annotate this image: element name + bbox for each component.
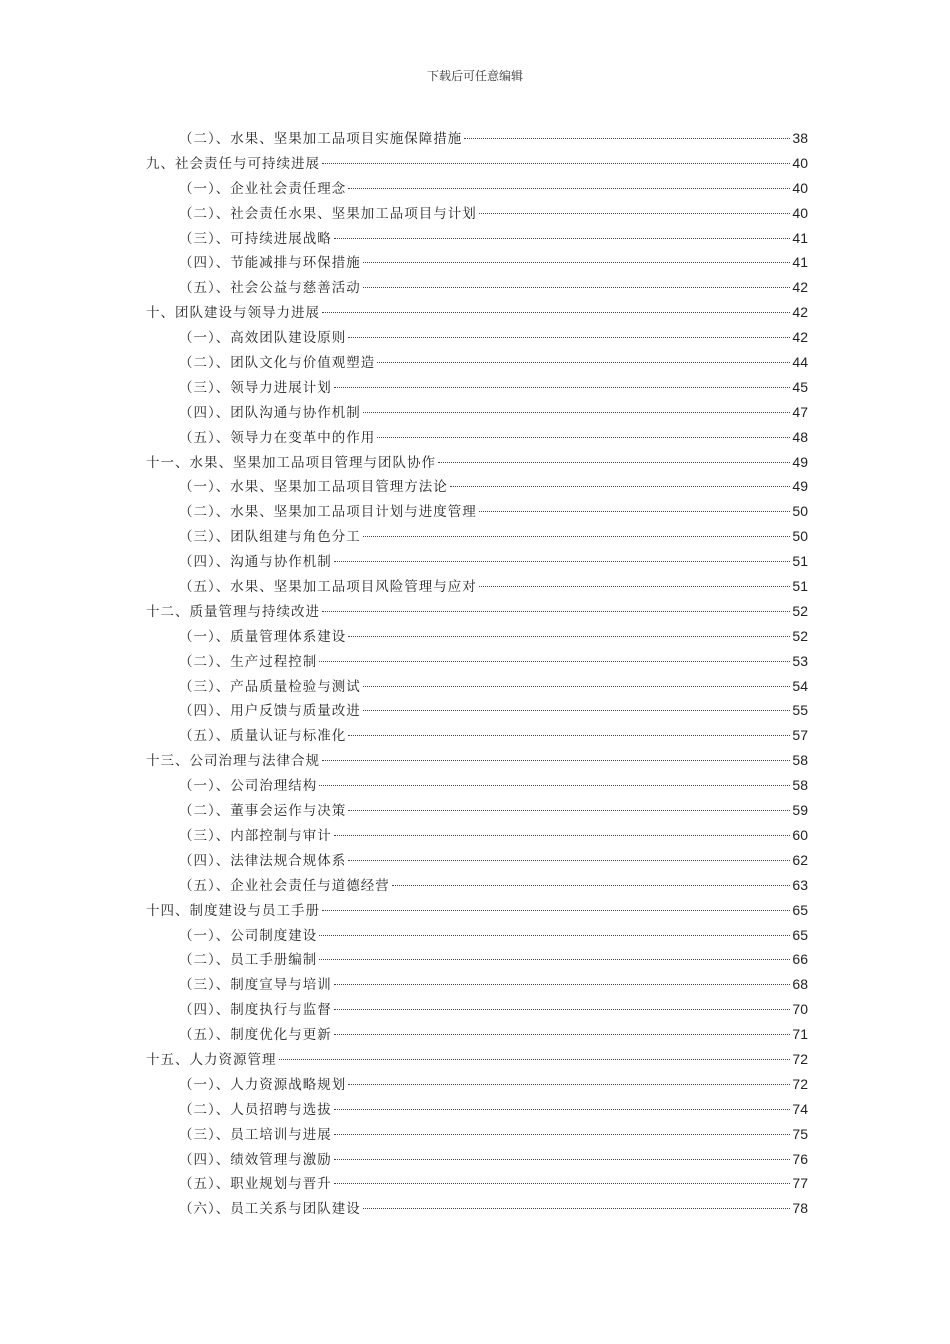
toc-dot-leader (334, 387, 791, 388)
toc-page-number: 42 (792, 329, 808, 346)
toc-section-entry[interactable] (146, 325, 808, 350)
toc-page-number: 49 (792, 453, 808, 470)
toc-page-number: 72 (792, 1075, 808, 1092)
toc-dot-leader (348, 860, 790, 861)
toc-entry-title: （一）、人力资源战略规划 (179, 1076, 347, 1093)
toc-entry-title: （三）、领导力进展计划 (179, 379, 332, 396)
toc-section-entry[interactable] (146, 375, 808, 400)
toc-section-entry[interactable] (146, 1022, 808, 1047)
toc-chapter-entry[interactable] (146, 599, 808, 624)
toc-chapter-entry[interactable] (146, 748, 808, 773)
toc-page-number: 51 (792, 553, 808, 570)
toc-chapter-entry[interactable] (146, 151, 808, 176)
toc-page-number: 47 (792, 403, 808, 420)
toc-dot-leader (377, 362, 790, 363)
toc-dot-leader (322, 163, 790, 164)
toc-page-number: 63 (792, 876, 808, 893)
toc-entry-title: （一）、公司治理结构 (179, 778, 318, 795)
toc-entry-title: （五）、领导力在变革中的作用 (179, 429, 376, 446)
toc-entry-title: （三）、可持续进展战略 (179, 230, 332, 247)
toc-section-entry[interactable] (146, 1147, 808, 1172)
toc-page-number: 38 (792, 130, 808, 146)
toc-page-number: 62 (792, 851, 808, 868)
toc-section-entry[interactable] (146, 425, 808, 450)
toc-entry-title: （五）、制度优化与更新 (179, 1027, 332, 1044)
toc-page-number: 65 (792, 901, 808, 918)
toc-dot-leader (348, 735, 790, 736)
toc-entry-title: （三）、团队组建与角色分工 (179, 529, 361, 546)
toc-page-number: 60 (792, 826, 808, 843)
toc-entry-title: （六）、员工关系与团队建设 (179, 1201, 361, 1218)
toc-dot-leader (363, 1208, 791, 1209)
toc-entry-title: （二）、水果、坚果加工品项目实施保障措施 (179, 131, 463, 147)
page-header: 下载后可任意编辑 (426, 69, 523, 83)
toc-page-number: 53 (792, 652, 808, 669)
toc-dot-leader (363, 287, 791, 288)
toc-dot-leader (348, 810, 790, 811)
toc-page-number: 75 (792, 1125, 808, 1142)
toc-dot-leader (479, 213, 791, 214)
toc-section-entry[interactable] (146, 176, 808, 201)
toc-entry-title: （一）、质量管理体系建设 (179, 628, 347, 645)
toc-page-number: 58 (792, 752, 808, 769)
toc-section-entry[interactable] (146, 549, 808, 574)
toc-dot-leader (319, 959, 790, 960)
toc-entry-title: （二）、水果、坚果加工品项目计划与进度管理 (179, 504, 477, 521)
toc-entry-title: （三）、员工培训与进展 (179, 1126, 332, 1143)
toc-page-number: 65 (792, 926, 808, 943)
toc-entry-title: （四）、制度执行与监督 (179, 1002, 332, 1019)
toc-page-number: 70 (792, 1001, 808, 1018)
toc-entry-title: （二）、员工手册编制 (179, 952, 318, 969)
toc-section-entry[interactable] (146, 350, 808, 375)
table-of-contents (146, 126, 808, 1221)
toc-page-number: 41 (792, 254, 808, 271)
toc-page-number: 78 (792, 1200, 808, 1217)
toc-page-number: 59 (792, 802, 808, 819)
toc-dot-leader (334, 1009, 791, 1010)
toc-page-number: 76 (792, 1150, 808, 1167)
toc-dot-leader (322, 760, 790, 761)
toc-section-entry[interactable] (146, 226, 808, 251)
toc-section-entry[interactable] (146, 923, 808, 948)
toc-entry-title: （二）、社会责任水果、坚果加工品项目与计划 (179, 205, 477, 222)
toc-section-entry[interactable] (146, 947, 808, 972)
toc-page-number: 74 (792, 1100, 808, 1117)
toc-dot-leader (334, 238, 791, 239)
toc-entry-title: （五）、企业社会责任与道德经营 (179, 877, 390, 894)
toc-entry-title: （五）、职业规划与晋升 (179, 1176, 332, 1193)
toc-dot-leader (319, 935, 790, 936)
toc-dot-leader (348, 1084, 790, 1085)
toc-dot-leader (479, 511, 791, 512)
toc-page-number: 54 (792, 677, 808, 694)
toc-section-entry[interactable] (146, 524, 808, 549)
toc-entry-title: （二）、团队文化与价值观塑造 (179, 355, 376, 372)
toc-section-entry[interactable] (146, 275, 808, 300)
toc-section-entry[interactable] (146, 1196, 808, 1221)
toc-entry-title: （四）、用户反馈与质量改进 (179, 703, 361, 720)
toc-section-entry[interactable] (146, 126, 808, 151)
toc-entry-title: （二）、董事会运作与决策 (179, 803, 347, 820)
toc-page-number: 51 (792, 578, 808, 595)
toc-section-entry[interactable] (146, 574, 808, 599)
toc-page-number: 49 (792, 478, 808, 495)
toc-entry-title: 十五、人力资源管理 (146, 1051, 277, 1068)
toc-dot-leader (334, 835, 791, 836)
toc-section-entry[interactable] (146, 624, 808, 649)
toc-dot-leader (279, 1059, 791, 1060)
toc-chapter-entry[interactable] (146, 1047, 808, 1072)
toc-section-entry[interactable] (146, 848, 808, 873)
toc-section-entry[interactable] (146, 1122, 808, 1147)
toc-entry-title: 九、社会责任与可持续进展 (146, 155, 320, 172)
toc-section-entry[interactable] (146, 201, 808, 226)
toc-page-number: 52 (792, 627, 808, 644)
toc-chapter-entry[interactable] (146, 300, 808, 325)
toc-dot-leader (392, 885, 791, 886)
toc-entry-title: 十、团队建设与领导力进展 (146, 305, 320, 322)
toc-dot-leader (334, 1134, 791, 1135)
toc-dot-leader (348, 188, 790, 189)
toc-section-entry[interactable] (146, 972, 808, 997)
toc-entry-title: （四）、节能减排与环保措施 (179, 255, 361, 272)
toc-dot-leader (450, 486, 791, 487)
toc-dot-leader (479, 586, 791, 587)
toc-dot-leader (363, 412, 791, 413)
toc-entry-title: （三）、内部控制与审计 (179, 827, 332, 844)
toc-dot-leader (377, 437, 790, 438)
toc-entry-title: 十四、制度建设与员工手册 (146, 902, 320, 919)
toc-entry-title: （五）、质量认证与标准化 (179, 728, 347, 745)
toc-section-entry[interactable] (146, 674, 808, 699)
toc-page-number: 57 (792, 727, 808, 744)
toc-section-entry[interactable] (146, 997, 808, 1022)
toc-entry-title: 十二、质量管理与持续改进 (146, 603, 320, 620)
toc-section-entry[interactable] (146, 1072, 808, 1097)
toc-dot-leader (363, 536, 791, 537)
toc-entry-title: （一）、企业社会责任理念 (179, 180, 347, 197)
toc-dot-leader (334, 1183, 791, 1184)
toc-section-entry[interactable] (146, 698, 808, 723)
toc-dot-leader (348, 337, 790, 338)
toc-dot-leader (322, 312, 790, 313)
toc-dot-leader (334, 1109, 791, 1110)
toc-page-number: 48 (792, 428, 808, 445)
toc-section-entry[interactable] (146, 400, 808, 425)
toc-entry-title: （一）、公司制度建设 (179, 927, 318, 944)
toc-entry-title: （四）、沟通与协作机制 (179, 554, 332, 571)
toc-entry-title: （五）、社会公益与慈善活动 (179, 280, 361, 297)
toc-dot-leader (334, 1159, 791, 1160)
toc-section-entry[interactable] (146, 250, 808, 275)
toc-page-number: 50 (792, 528, 808, 545)
toc-dot-leader (334, 561, 791, 562)
toc-page-number: 42 (792, 279, 808, 296)
toc-chapter-entry[interactable] (146, 450, 808, 475)
toc-page-number: 71 (792, 1026, 808, 1043)
toc-entry-title: （四）、绩效管理与激励 (179, 1151, 332, 1168)
toc-page-number: 50 (792, 503, 808, 520)
toc-page-number: 40 (792, 204, 808, 221)
toc-page-number: 40 (792, 179, 808, 196)
toc-entry-title: 十三、公司治理与法律合规 (146, 753, 320, 770)
toc-dot-leader (322, 611, 790, 612)
toc-dot-leader (334, 1034, 791, 1035)
toc-page-number: 52 (792, 602, 808, 619)
toc-dot-leader (348, 636, 790, 637)
toc-page-number: 58 (792, 777, 808, 794)
toc-entry-title: 十一、水果、坚果加工品项目管理与团队协作 (146, 454, 436, 471)
toc-dot-leader (319, 785, 790, 786)
toc-page-number: 44 (792, 354, 808, 371)
toc-page-number: 72 (792, 1050, 808, 1067)
toc-page-number: 77 (792, 1175, 808, 1192)
toc-section-entry[interactable] (146, 1097, 808, 1122)
toc-dot-leader (319, 661, 790, 662)
toc-entry-title: （三）、产品质量检验与测试 (179, 678, 361, 695)
toc-entry-title: （五）、水果、坚果加工品项目风险管理与应对 (179, 579, 477, 596)
toc-entry-title: （一）、水果、坚果加工品项目管理方法论 (179, 479, 448, 496)
toc-section-entry[interactable] (146, 723, 808, 748)
toc-section-entry[interactable] (146, 873, 808, 898)
toc-section-entry[interactable] (146, 649, 808, 674)
toc-section-entry[interactable] (146, 499, 808, 524)
toc-page-number: 45 (792, 378, 808, 395)
toc-dot-leader (322, 910, 790, 911)
toc-page-number: 42 (792, 304, 808, 321)
toc-entry-title: （二）、人员招聘与选拔 (179, 1101, 332, 1118)
toc-dot-leader (464, 138, 790, 139)
toc-chapter-entry[interactable] (146, 898, 808, 923)
toc-section-entry[interactable] (146, 823, 808, 848)
toc-entry-title: （二）、生产过程控制 (179, 653, 318, 670)
toc-page-number: 55 (792, 702, 808, 719)
toc-section-entry[interactable] (146, 1171, 808, 1196)
toc-dot-leader (438, 462, 790, 463)
toc-section-entry[interactable] (146, 773, 808, 798)
toc-entry-title: （四）、法律法规合规体系 (179, 852, 347, 869)
toc-section-entry[interactable] (146, 798, 808, 823)
toc-dot-leader (363, 710, 791, 711)
toc-page-number: 41 (792, 229, 808, 246)
toc-section-entry[interactable] (146, 474, 808, 499)
toc-entry-title: （三）、制度宣导与培训 (179, 977, 332, 994)
toc-dot-leader (363, 262, 791, 263)
toc-page-number: 40 (792, 154, 808, 171)
toc-page-number: 68 (792, 976, 808, 993)
toc-entry-title: （四）、团队沟通与协作机制 (179, 404, 361, 421)
toc-entry-title: （一）、高效团队建设原则 (179, 330, 347, 347)
toc-page-number: 66 (792, 951, 808, 968)
toc-dot-leader (363, 686, 791, 687)
toc-dot-leader (334, 984, 791, 985)
